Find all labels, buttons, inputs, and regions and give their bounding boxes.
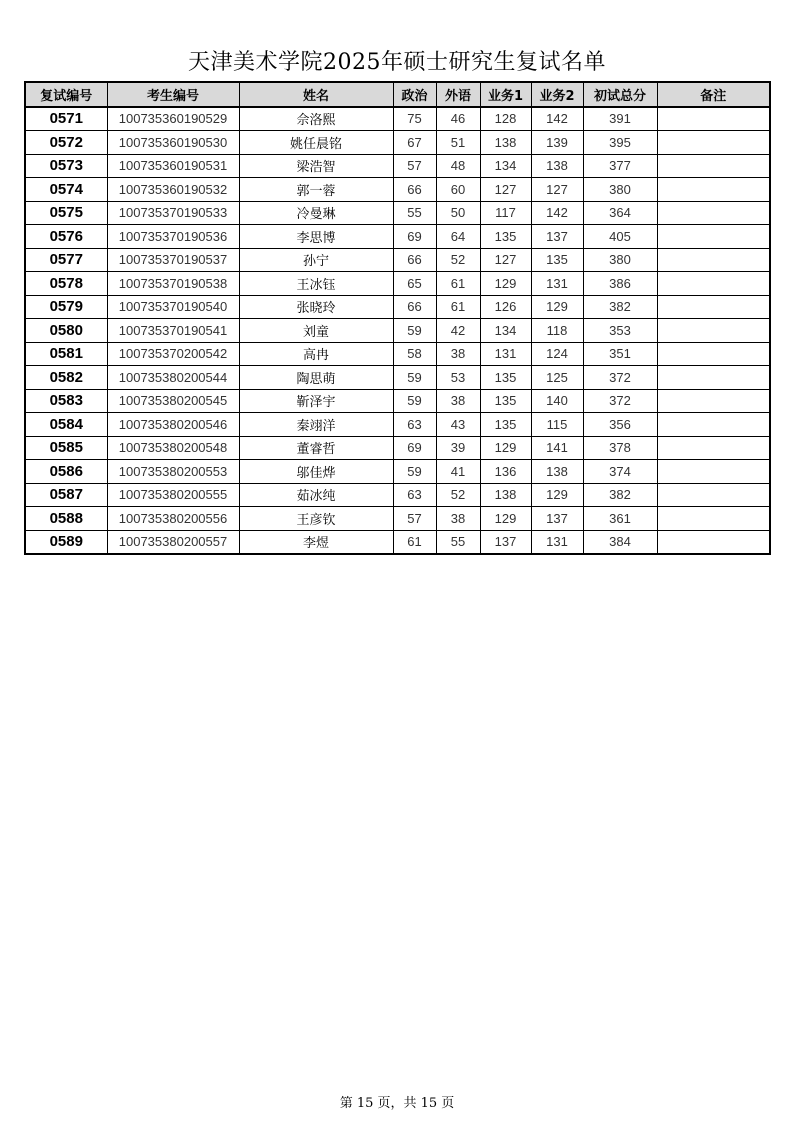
major2-score-cell: 135 bbox=[531, 248, 583, 272]
language-score-cell: 41 bbox=[436, 460, 480, 484]
name-cell: 秦翊洋 bbox=[239, 413, 393, 437]
note-cell bbox=[657, 107, 770, 131]
major2-score-cell: 140 bbox=[531, 389, 583, 413]
politics-score-cell: 69 bbox=[393, 225, 436, 249]
exam-number-cell: 0573 bbox=[25, 154, 107, 178]
candidate-id-cell: 100735370190538 bbox=[107, 272, 239, 296]
note-cell bbox=[657, 295, 770, 319]
note-cell bbox=[657, 131, 770, 155]
header-exam-number: 复试编号 bbox=[25, 82, 107, 107]
note-cell bbox=[657, 436, 770, 460]
header-row bbox=[25, 82, 770, 107]
total-score-cell: 356 bbox=[583, 413, 657, 437]
language-score-cell: 64 bbox=[436, 225, 480, 249]
major1-score-cell: 134 bbox=[480, 154, 531, 178]
name-cell: 郭一蓉 bbox=[239, 178, 393, 202]
name-cell: 王彦钦 bbox=[239, 507, 393, 531]
candidate-id-cell: 100735380200553 bbox=[107, 460, 239, 484]
table-row bbox=[25, 342, 770, 366]
major1-score-cell: 136 bbox=[480, 460, 531, 484]
note-cell bbox=[657, 530, 770, 554]
language-score-cell: 60 bbox=[436, 178, 480, 202]
table-row bbox=[25, 366, 770, 390]
candidate-id-cell: 100735370190537 bbox=[107, 248, 239, 272]
page-title: 天津美术学院2025年硕士研究生复试名单 bbox=[188, 50, 606, 75]
exam-number-cell: 0576 bbox=[25, 225, 107, 249]
politics-score-cell: 59 bbox=[393, 460, 436, 484]
major1-score-cell: 127 bbox=[480, 248, 531, 272]
major1-score-cell: 135 bbox=[480, 413, 531, 437]
major1-score-cell: 134 bbox=[480, 319, 531, 343]
name-cell: 董睿哲 bbox=[239, 436, 393, 460]
major2-score-cell: 115 bbox=[531, 413, 583, 437]
politics-score-cell: 67 bbox=[393, 131, 436, 155]
header-name: 姓名 bbox=[239, 82, 393, 107]
name-cell: 王冰钰 bbox=[239, 272, 393, 296]
major1-score-cell: 137 bbox=[480, 530, 531, 554]
major2-score-cell: 129 bbox=[531, 483, 583, 507]
language-score-cell: 39 bbox=[436, 436, 480, 460]
major2-score-cell: 138 bbox=[531, 154, 583, 178]
language-score-cell: 42 bbox=[436, 319, 480, 343]
major1-score-cell: 135 bbox=[480, 225, 531, 249]
major2-score-cell: 127 bbox=[531, 178, 583, 202]
name-cell: 孙宁 bbox=[239, 248, 393, 272]
major2-score-cell: 125 bbox=[531, 366, 583, 390]
table-row bbox=[25, 530, 770, 554]
name-cell: 茹冰纯 bbox=[239, 483, 393, 507]
exam-number-cell: 0589 bbox=[25, 530, 107, 554]
politics-score-cell: 61 bbox=[393, 530, 436, 554]
language-score-cell: 48 bbox=[436, 154, 480, 178]
table-header bbox=[25, 82, 770, 107]
total-score-cell: 378 bbox=[583, 436, 657, 460]
exam-number-cell: 0583 bbox=[25, 389, 107, 413]
language-score-cell: 55 bbox=[436, 530, 480, 554]
politics-score-cell: 66 bbox=[393, 295, 436, 319]
table-row bbox=[25, 107, 770, 131]
total-score-cell: 374 bbox=[583, 460, 657, 484]
name-cell: 靳泽宇 bbox=[239, 389, 393, 413]
exam-number-cell: 0587 bbox=[25, 483, 107, 507]
note-cell bbox=[657, 460, 770, 484]
politics-score-cell: 66 bbox=[393, 178, 436, 202]
candidate-id-cell: 100735360190529 bbox=[107, 107, 239, 131]
politics-score-cell: 59 bbox=[393, 319, 436, 343]
major1-score-cell: 138 bbox=[480, 483, 531, 507]
politics-score-cell: 69 bbox=[393, 436, 436, 460]
exam-number-cell: 0586 bbox=[25, 460, 107, 484]
note-cell bbox=[657, 389, 770, 413]
candidate-id-cell: 100735380200545 bbox=[107, 389, 239, 413]
page-footer: 第 15 页，共 15 页 bbox=[339, 1096, 455, 1111]
candidate-id-cell: 100735370190540 bbox=[107, 295, 239, 319]
candidate-id-cell: 100735380200557 bbox=[107, 530, 239, 554]
major2-score-cell: 131 bbox=[531, 530, 583, 554]
name-cell: 李煜 bbox=[239, 530, 393, 554]
exam-number-cell: 0579 bbox=[25, 295, 107, 319]
candidate-id-cell: 100735380200546 bbox=[107, 413, 239, 437]
total-score-cell: 391 bbox=[583, 107, 657, 131]
major1-score-cell: 126 bbox=[480, 295, 531, 319]
candidate-id-cell: 100735380200555 bbox=[107, 483, 239, 507]
name-cell: 姚任晨铭 bbox=[239, 131, 393, 155]
major1-score-cell: 127 bbox=[480, 178, 531, 202]
major1-score-cell: 117 bbox=[480, 201, 531, 225]
politics-score-cell: 59 bbox=[393, 366, 436, 390]
table-row bbox=[25, 201, 770, 225]
major2-score-cell: 141 bbox=[531, 436, 583, 460]
note-cell bbox=[657, 248, 770, 272]
header-candidate-id: 考生编号 bbox=[107, 82, 239, 107]
name-cell: 李思博 bbox=[239, 225, 393, 249]
candidate-id-cell: 100735370190536 bbox=[107, 225, 239, 249]
table-row bbox=[25, 413, 770, 437]
major2-score-cell: 137 bbox=[531, 507, 583, 531]
language-score-cell: 50 bbox=[436, 201, 480, 225]
exam-number-cell: 0578 bbox=[25, 272, 107, 296]
major2-score-cell: 142 bbox=[531, 107, 583, 131]
exam-number-cell: 0571 bbox=[25, 107, 107, 131]
note-cell bbox=[657, 201, 770, 225]
name-cell: 陶思萌 bbox=[239, 366, 393, 390]
table-row bbox=[25, 483, 770, 507]
note-cell bbox=[657, 225, 770, 249]
major2-score-cell: 118 bbox=[531, 319, 583, 343]
politics-score-cell: 59 bbox=[393, 389, 436, 413]
exam-number-cell: 0577 bbox=[25, 248, 107, 272]
header-politics: 政治 bbox=[393, 82, 436, 107]
total-score-cell: 395 bbox=[583, 131, 657, 155]
language-score-cell: 46 bbox=[436, 107, 480, 131]
name-cell: 高冉 bbox=[239, 342, 393, 366]
major1-score-cell: 129 bbox=[480, 507, 531, 531]
exam-number-cell: 0582 bbox=[25, 366, 107, 390]
politics-score-cell: 66 bbox=[393, 248, 436, 272]
table-body bbox=[25, 107, 770, 555]
total-score-cell: 380 bbox=[583, 178, 657, 202]
politics-score-cell: 63 bbox=[393, 413, 436, 437]
table-row bbox=[25, 389, 770, 413]
total-score-cell: 364 bbox=[583, 201, 657, 225]
language-score-cell: 38 bbox=[436, 389, 480, 413]
name-cell: 刘童 bbox=[239, 319, 393, 343]
candidate-id-cell: 100735380200548 bbox=[107, 436, 239, 460]
note-cell bbox=[657, 154, 770, 178]
name-cell: 佘洛熙 bbox=[239, 107, 393, 131]
politics-score-cell: 58 bbox=[393, 342, 436, 366]
major2-score-cell: 131 bbox=[531, 272, 583, 296]
table-row bbox=[25, 319, 770, 343]
header-major-2: 业务2 bbox=[531, 82, 583, 107]
header-total: 初试总分 bbox=[583, 82, 657, 107]
exam-number-cell: 0584 bbox=[25, 413, 107, 437]
language-score-cell: 38 bbox=[436, 507, 480, 531]
major1-score-cell: 128 bbox=[480, 107, 531, 131]
note-cell bbox=[657, 342, 770, 366]
total-score-cell: 353 bbox=[583, 319, 657, 343]
total-score-cell: 372 bbox=[583, 366, 657, 390]
major1-score-cell: 135 bbox=[480, 366, 531, 390]
candidate-table bbox=[24, 81, 771, 555]
candidate-id-cell: 100735370190533 bbox=[107, 201, 239, 225]
major1-score-cell: 131 bbox=[480, 342, 531, 366]
header-major-1: 业务1 bbox=[480, 82, 531, 107]
politics-score-cell: 65 bbox=[393, 272, 436, 296]
major2-score-cell: 142 bbox=[531, 201, 583, 225]
table-row bbox=[25, 460, 770, 484]
note-cell bbox=[657, 483, 770, 507]
total-score-cell: 380 bbox=[583, 248, 657, 272]
total-score-cell: 382 bbox=[583, 295, 657, 319]
note-cell bbox=[657, 507, 770, 531]
total-score-cell: 361 bbox=[583, 507, 657, 531]
table-row bbox=[25, 295, 770, 319]
table-row bbox=[25, 178, 770, 202]
total-score-cell: 372 bbox=[583, 389, 657, 413]
name-cell: 梁浩智 bbox=[239, 154, 393, 178]
name-cell: 张晓玲 bbox=[239, 295, 393, 319]
politics-score-cell: 55 bbox=[393, 201, 436, 225]
language-score-cell: 43 bbox=[436, 413, 480, 437]
major2-score-cell: 129 bbox=[531, 295, 583, 319]
candidate-id-cell: 100735380200544 bbox=[107, 366, 239, 390]
candidate-id-cell: 100735380200556 bbox=[107, 507, 239, 531]
table-row bbox=[25, 507, 770, 531]
exam-number-cell: 0580 bbox=[25, 319, 107, 343]
major1-score-cell: 129 bbox=[480, 436, 531, 460]
table-row bbox=[25, 154, 770, 178]
language-score-cell: 52 bbox=[436, 248, 480, 272]
table-row bbox=[25, 248, 770, 272]
candidate-id-cell: 100735370190541 bbox=[107, 319, 239, 343]
language-score-cell: 61 bbox=[436, 295, 480, 319]
exam-number-cell: 0588 bbox=[25, 507, 107, 531]
note-cell bbox=[657, 178, 770, 202]
candidate-id-cell: 100735370200542 bbox=[107, 342, 239, 366]
major2-score-cell: 138 bbox=[531, 460, 583, 484]
table-row bbox=[25, 131, 770, 155]
exam-number-cell: 0581 bbox=[25, 342, 107, 366]
name-cell: 冷曼琳 bbox=[239, 201, 393, 225]
politics-score-cell: 63 bbox=[393, 483, 436, 507]
candidate-id-cell: 100735360190530 bbox=[107, 131, 239, 155]
note-cell bbox=[657, 272, 770, 296]
note-cell bbox=[657, 366, 770, 390]
major2-score-cell: 139 bbox=[531, 131, 583, 155]
name-cell: 邬佳烨 bbox=[239, 460, 393, 484]
header-language: 外语 bbox=[436, 82, 480, 107]
language-score-cell: 38 bbox=[436, 342, 480, 366]
politics-score-cell: 75 bbox=[393, 107, 436, 131]
major1-score-cell: 135 bbox=[480, 389, 531, 413]
major2-score-cell: 124 bbox=[531, 342, 583, 366]
language-score-cell: 53 bbox=[436, 366, 480, 390]
exam-number-cell: 0575 bbox=[25, 201, 107, 225]
candidate-id-cell: 100735360190532 bbox=[107, 178, 239, 202]
language-score-cell: 51 bbox=[436, 131, 480, 155]
exam-number-cell: 0572 bbox=[25, 131, 107, 155]
major2-score-cell: 137 bbox=[531, 225, 583, 249]
language-score-cell: 52 bbox=[436, 483, 480, 507]
exam-number-cell: 0574 bbox=[25, 178, 107, 202]
major1-score-cell: 138 bbox=[480, 131, 531, 155]
table-row bbox=[25, 225, 770, 249]
politics-score-cell: 57 bbox=[393, 154, 436, 178]
note-cell bbox=[657, 413, 770, 437]
table-row bbox=[25, 272, 770, 296]
politics-score-cell: 57 bbox=[393, 507, 436, 531]
total-score-cell: 382 bbox=[583, 483, 657, 507]
total-score-cell: 377 bbox=[583, 154, 657, 178]
language-score-cell: 61 bbox=[436, 272, 480, 296]
table-row bbox=[25, 436, 770, 460]
major1-score-cell: 129 bbox=[480, 272, 531, 296]
header-note: 备注 bbox=[657, 82, 770, 107]
total-score-cell: 384 bbox=[583, 530, 657, 554]
total-score-cell: 386 bbox=[583, 272, 657, 296]
total-score-cell: 351 bbox=[583, 342, 657, 366]
candidate-id-cell: 100735360190531 bbox=[107, 154, 239, 178]
total-score-cell: 405 bbox=[583, 225, 657, 249]
exam-number-cell: 0585 bbox=[25, 436, 107, 460]
note-cell bbox=[657, 319, 770, 343]
